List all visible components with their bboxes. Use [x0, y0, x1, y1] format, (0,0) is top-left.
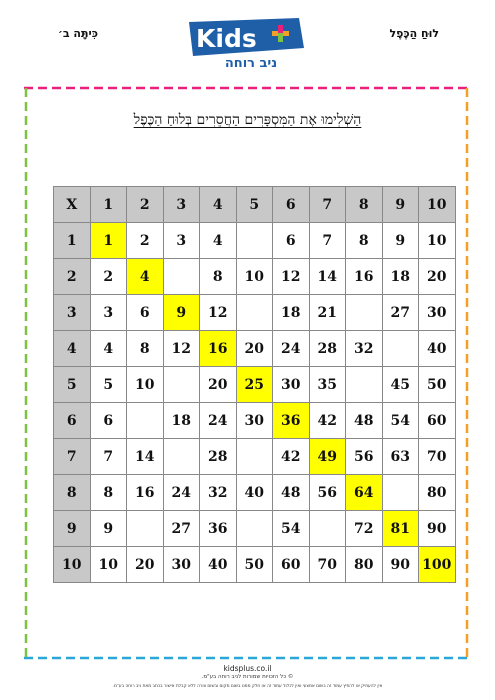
footer-copyright: © כל הזכויות שמורות לניב רוחה בע"מ.	[201, 674, 294, 680]
empty-cell[interactable]	[163, 259, 200, 295]
table-cell: 70	[419, 439, 456, 475]
table-cell: 6	[273, 223, 310, 259]
table-cell: 100	[419, 547, 456, 583]
table-cell: 28	[309, 331, 346, 367]
table-cell: 8	[346, 223, 383, 259]
table-row	[54, 367, 456, 403]
table-cell: 54	[273, 511, 310, 547]
table-cell: 56	[309, 475, 346, 511]
empty-cell[interactable]	[346, 295, 383, 331]
empty-cell[interactable]	[382, 331, 419, 367]
empty-cell[interactable]	[127, 403, 164, 439]
header-cell: 8	[54, 475, 91, 511]
table-cell: 35	[309, 367, 346, 403]
empty-cell[interactable]	[236, 295, 273, 331]
table-cell: 64	[346, 475, 383, 511]
header-cell: 10	[54, 547, 91, 583]
footer-note: אין להעתיק או להפיץ עמוד זה בשום אמצעי ואין לכלול עמוד זה או חלק ממנו בשום מקום ובשום צורה ללא קבלת אישור בכתב מאת ניב רוחה בע"מ.	[112, 684, 383, 689]
table-cell: 10	[127, 367, 164, 403]
table-cell: 30	[419, 295, 456, 331]
table-cell: 27	[382, 295, 419, 331]
header-cell: 7	[309, 187, 346, 223]
table-cell: 6	[127, 295, 164, 331]
table-cell: 12	[163, 331, 200, 367]
table-cell: 20	[127, 547, 164, 583]
empty-cell[interactable]	[163, 439, 200, 475]
header-cell: 8	[346, 187, 383, 223]
header-cell: 6	[54, 403, 91, 439]
table-cell: 8	[90, 475, 127, 511]
multiplication-table	[53, 186, 456, 583]
logo-subtitle: ניב רוחה	[224, 56, 278, 71]
table-cell: 3	[90, 295, 127, 331]
table-cell: 32	[346, 331, 383, 367]
table-cell: 63	[382, 439, 419, 475]
header-cell: 5	[54, 367, 91, 403]
table-row	[54, 439, 456, 475]
table-cell: 50	[419, 367, 456, 403]
table-cell: 27	[163, 511, 200, 547]
header-cell: 5	[236, 187, 273, 223]
table-cell: 80	[419, 475, 456, 511]
table-cell: 6	[90, 403, 127, 439]
table-cell: 10	[236, 259, 273, 295]
table-cell: 80	[346, 547, 383, 583]
header-cell: 6	[273, 187, 310, 223]
table-cell: 12	[200, 295, 237, 331]
table-cell: 14	[309, 259, 346, 295]
table-cell: 30	[236, 403, 273, 439]
empty-cell[interactable]	[127, 511, 164, 547]
table-cell: 16	[200, 331, 237, 367]
table-cell: 90	[382, 547, 419, 583]
table-cell: 9	[90, 511, 127, 547]
empty-cell[interactable]	[163, 367, 200, 403]
table-cell: 7	[90, 439, 127, 475]
table-cell: 2	[127, 223, 164, 259]
header-cell: 1	[90, 187, 127, 223]
header-cell: 3	[54, 295, 91, 331]
table-cell: 9	[382, 223, 419, 259]
table-cell: 18	[163, 403, 200, 439]
table-cell: 60	[419, 403, 456, 439]
header-cell: 9	[382, 187, 419, 223]
table-cell: 42	[273, 439, 310, 475]
table-cell: 10	[419, 223, 456, 259]
table-cell: 20	[419, 259, 456, 295]
table-cell: 20	[236, 331, 273, 367]
table-cell: 8	[127, 331, 164, 367]
page-title: לוּחַ הַכֶּפֶל	[389, 27, 439, 40]
table-row	[54, 259, 456, 295]
table-cell: 28	[200, 439, 237, 475]
table-cell: 4	[90, 331, 127, 367]
table-cell: 18	[382, 259, 419, 295]
table-cell: 16	[346, 259, 383, 295]
table-cell: 56	[346, 439, 383, 475]
table-cell: 8	[200, 259, 237, 295]
header-cell: 1	[54, 223, 91, 259]
table-cell: 48	[273, 475, 310, 511]
header-cell: 2	[127, 187, 164, 223]
header-cell: X	[54, 187, 91, 223]
header-cell: 10	[419, 187, 456, 223]
table-cell: 70	[309, 547, 346, 583]
table-row	[54, 223, 456, 259]
table-cell: 4	[200, 223, 237, 259]
empty-cell[interactable]	[382, 475, 419, 511]
empty-cell[interactable]	[309, 511, 346, 547]
table-cell: 72	[346, 511, 383, 547]
table-row	[54, 331, 456, 367]
table-cell: 40	[419, 331, 456, 367]
table-cell: 25	[236, 367, 273, 403]
header-cell: 4	[54, 331, 91, 367]
table-cell: 30	[273, 367, 310, 403]
table-cell: 36	[200, 511, 237, 547]
table-cell: 10	[90, 547, 127, 583]
table-cell: 12	[273, 259, 310, 295]
table-row	[54, 475, 456, 511]
empty-cell[interactable]	[236, 223, 273, 259]
empty-cell[interactable]	[346, 367, 383, 403]
grade-label: כִּיתָּה ב׳	[58, 27, 98, 40]
table-cell: 9	[163, 295, 200, 331]
table-cell: 2	[90, 259, 127, 295]
header-cell: 3	[163, 187, 200, 223]
table-cell: 20	[200, 367, 237, 403]
table-cell: 5	[90, 367, 127, 403]
table-cell: 42	[309, 403, 346, 439]
table-cell: 24	[163, 475, 200, 511]
table-cell: 4	[127, 259, 164, 295]
table-cell: 60	[273, 547, 310, 583]
table-row	[54, 403, 456, 439]
table-row	[54, 547, 456, 583]
table-cell: 81	[382, 511, 419, 547]
table-cell: 24	[200, 403, 237, 439]
header-cell: 2	[54, 259, 91, 295]
table-row	[54, 187, 456, 223]
table-cell: 90	[419, 511, 456, 547]
table-cell: 40	[200, 547, 237, 583]
table-cell: 48	[346, 403, 383, 439]
table-cell: 7	[309, 223, 346, 259]
instruction-text: הַשְׁלִימוּ אֶת הַמִּסְפָּרִים הַחֲסֵרִים בְּלוּחַ הַכֶּפֶל	[133, 112, 362, 128]
table-cell: 36	[273, 403, 310, 439]
table-cell: 49	[309, 439, 346, 475]
svg-text:Kids: Kids	[196, 24, 257, 53]
table-row	[54, 295, 456, 331]
table-row	[54, 511, 456, 547]
table-cell: 1	[90, 223, 127, 259]
table-cell: 24	[273, 331, 310, 367]
table-cell: 18	[273, 295, 310, 331]
header-cell: 9	[54, 511, 91, 547]
header-cell: 7	[54, 439, 91, 475]
table-cell: 54	[382, 403, 419, 439]
table-cell: 30	[163, 547, 200, 583]
table-cell: 45	[382, 367, 419, 403]
footer-site: kidsplus.co.il	[223, 664, 272, 673]
empty-cell[interactable]	[236, 511, 273, 547]
table-cell: 40	[236, 475, 273, 511]
kids-logo	[183, 18, 308, 58]
empty-cell[interactable]	[236, 439, 273, 475]
table-cell: 14	[127, 439, 164, 475]
table-cell: 3	[163, 223, 200, 259]
table-cell: 50	[236, 547, 273, 583]
header-cell: 4	[200, 187, 237, 223]
table-cell: 32	[200, 475, 237, 511]
table-cell: 16	[127, 475, 164, 511]
table-cell: 21	[309, 295, 346, 331]
